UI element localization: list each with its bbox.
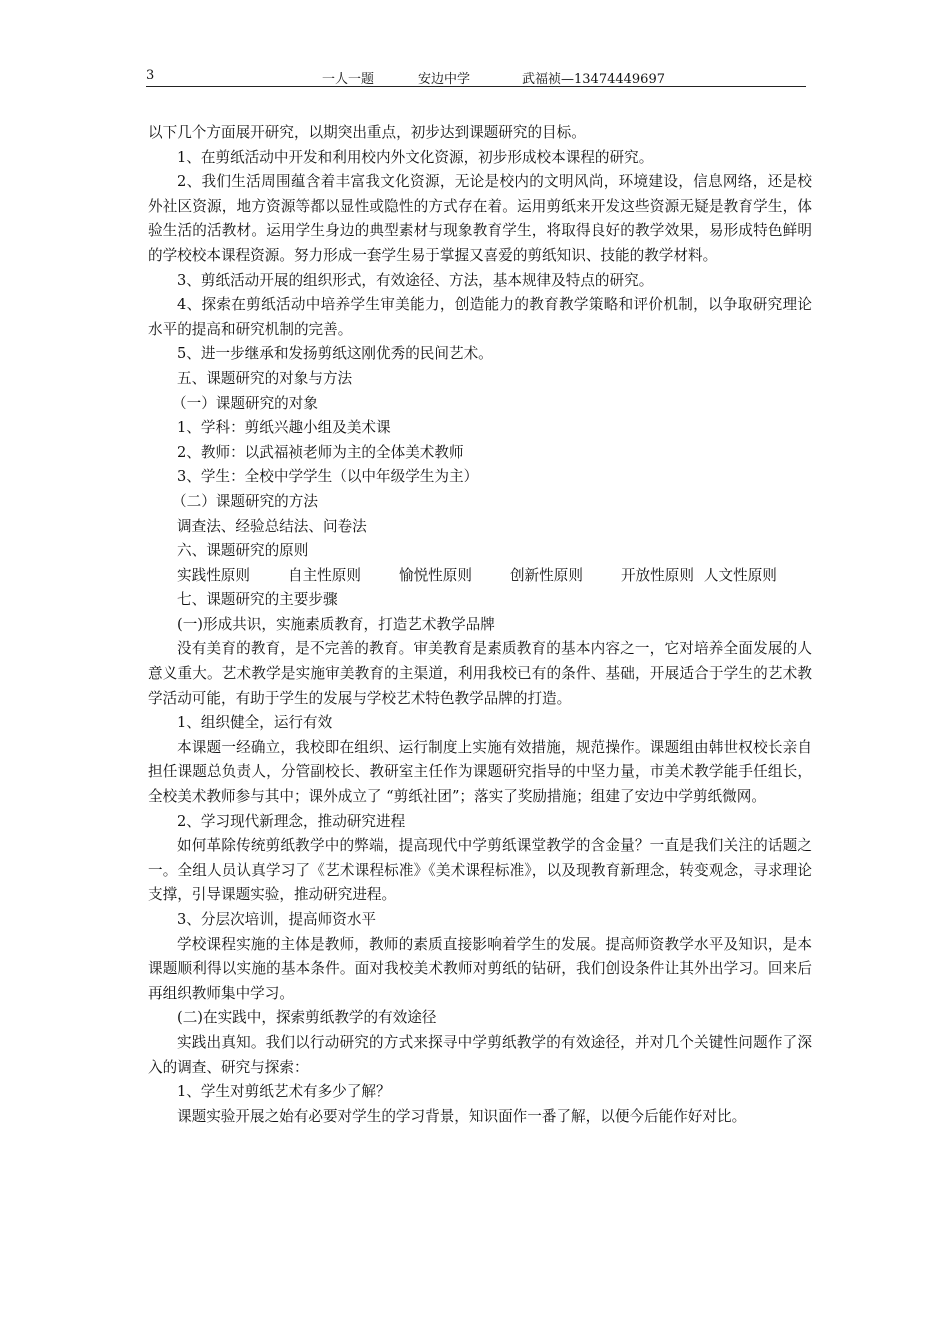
principle-item: 开放性原则 [620, 566, 694, 584]
principle-item: 实践性原则 [177, 566, 250, 584]
paragraph: 5、进一步继承和发扬剪纸这刚优秀的民间艺术。 [177, 345, 493, 363]
page-header [146, 66, 806, 87]
principle-item: 愉悦性原则 [398, 566, 472, 584]
paragraph: 2、学习现代新理念，推动研究进程 [177, 812, 406, 830]
paragraph: 2、我们生活周围蕴含着丰富我文化资源，无论是校内的文明风尚，环境建设，信息网络，还是校外社区资源，地方资源等都以显性或隐性的方式存在着。运用剪纸来开发这些资源无疑是教育学生，体验生活的活教材。运用学生身边的典型素材与现象教育学生，将取得良好的教学效果，易形成特色鲜明的学校校本课程资源。努力形成一套学生易于掌握又喜爱的剪纸知识、技能的教学材料。 [148, 173, 812, 264]
paragraph: 如何革除传统剪纸教学中的弊端，提高现代中学剪纸课堂教学的含金量？一直是我们关注的话题之一。全组人员认真学习了《艺术课程标准》《美术课程标准》，以及现教育新理念，转变观念，寻求理论支撑，引导课题实验，推动研究进程。 [148, 837, 812, 904]
paragraph: 调查法、经验总结法、问卷法 [177, 517, 367, 535]
paragraph: 1、组织健全，运行有效 [177, 714, 333, 732]
paragraph: 1、学科：剪纸兴趣小组及美术课 [177, 419, 391, 437]
header-school: 安边中学 [418, 72, 471, 87]
subsection-heading: (一)形成共识，实施素质教育，打造艺术教学品牌 [177, 615, 495, 633]
paragraph: 1、学生对剪纸艺术有多少了解？ [177, 1083, 391, 1101]
header-author-phone: 武福祯—13474449697 [522, 72, 665, 87]
paragraph: 2、教师：以武福祯老师为主的全体美术教师 [177, 443, 464, 461]
paragraph: 本课题一经确立，我校即在组织、运行制度上实施有效措施，规范操作。课题组由韩世权校长亲自担任课题总负责人，分管副校长、教研室主任作为课题研究指导的中坚力量，市美术教学能手任组长，全校美术教师参与其中；课外成立了 “剪纸社团”；落实了奖励措施；组建了安边中学剪纸微网。 [148, 738, 812, 806]
page-number: 3 [146, 68, 155, 83]
paragraph: 没有美育的教育，是不完善的教育。审美教育是素质教育的基本内容之一，它对培养全面发展的人意义重大。艺术教学是实施审美教育的主渠道，利用我校已有的条件、基础，开展适合于学生的艺术教学活动可能，有助于学生的发展与学校艺术特色教学品牌的打造。 [148, 640, 812, 707]
header-project: 一人一题 [322, 72, 375, 87]
paragraph: 课题实验开展之始有必要对学生的学习背景，知识面作一番了解，以便今后能作好对比。 [177, 1107, 747, 1125]
principles-list [148, 564, 812, 589]
section-heading: 六、课题研究的原则 [177, 542, 309, 560]
principle-item: 人文性原则 [703, 566, 777, 584]
subsection-heading: （一）课题研究的对象 [172, 394, 318, 412]
paragraph: 3、剪纸活动开展的组织形式，有效途径、方法，基本规律及特点的研究。 [177, 271, 654, 289]
paragraph: 3、分层次培训，提高师资水平 [177, 911, 377, 928]
principle-item: 自主性原则 [287, 566, 361, 584]
document-body [148, 121, 812, 1129]
subsection-heading: (二)在实践中，探索剪纸教学的有效途径 [177, 1009, 437, 1027]
paragraph: 3、学生：全校中学学生（以中年级学生为主） [177, 468, 479, 486]
paragraph: 1、在剪纸活动中开发和利用校内外文化资源，初步形成校本课程的研究。 [177, 148, 654, 166]
principle-item: 创新性原则 [509, 566, 583, 584]
paragraph: 4、探索在剪纸活动中培养学生审美能力，创造能力的教育教学策略和评价机制，以争取研究理论水平的提高和研究机制的完善。 [148, 296, 812, 338]
subsection-heading: （二）课题研究的方法 [172, 492, 318, 510]
section-heading: 五、课题研究的对象与方法 [177, 369, 353, 387]
paragraph: 以下几个方面展开研究，以期突出重点，初步达到课题研究的目标。 [148, 124, 586, 141]
section-heading: 七、课题研究的主要步骤 [177, 591, 338, 609]
paragraph: 实践出真知。我们以行动研究的方式来探寻中学剪纸教学的有效途径，并对几个关键性问题作了深入的调查、研究与探索： [148, 1033, 812, 1076]
paragraph: 学校课程实施的主体是教师，教师的素质直接影响着学生的发展。提高师资教学水平及知识，是本课题顺利得以实施的基本条件。面对我校美术教师对剪纸的钻研，我们创设条件让其外出学习。回来后再组织教师集中学习。 [148, 935, 812, 1002]
